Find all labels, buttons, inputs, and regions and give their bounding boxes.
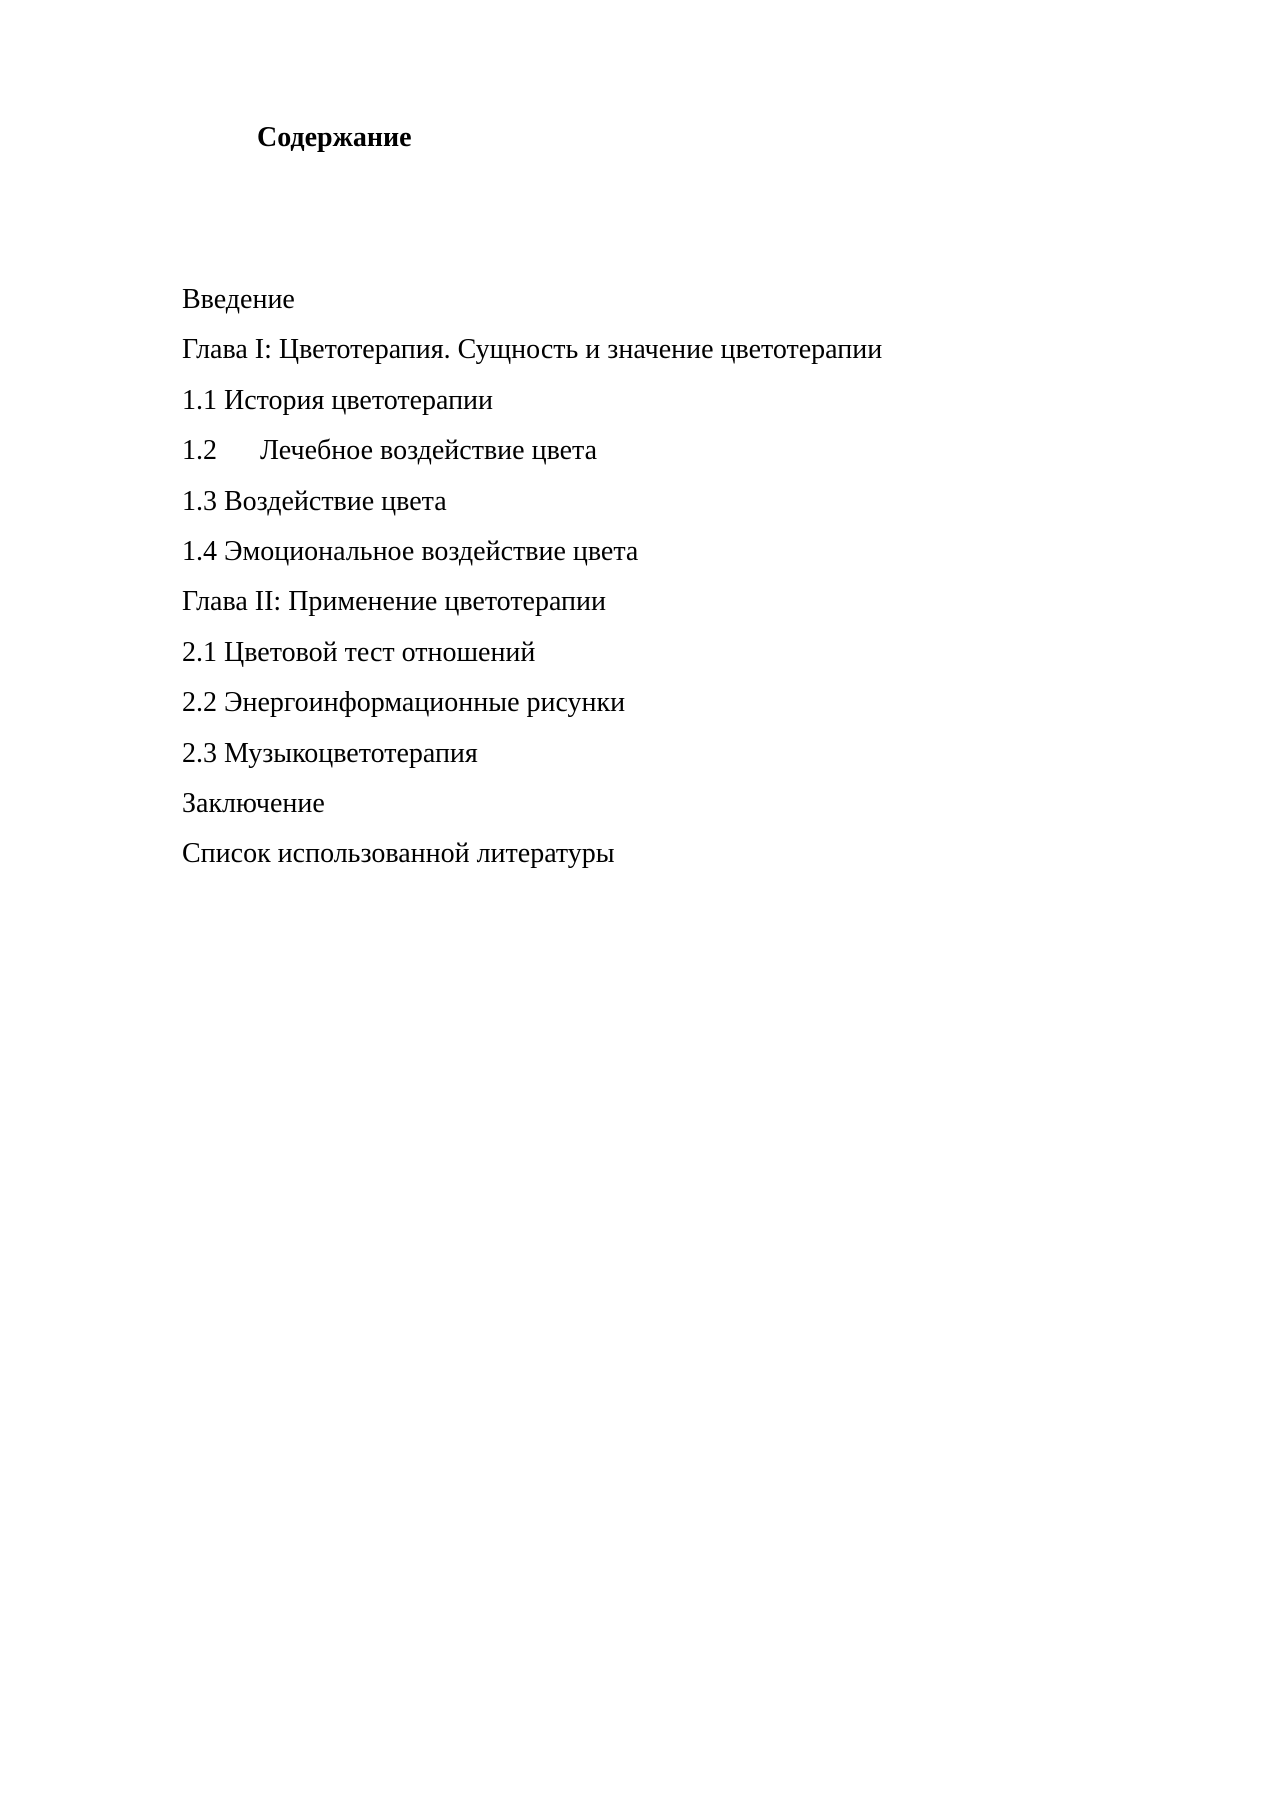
toc-item-1-2	[182, 426, 882, 476]
toc-item-bibliography	[182, 829, 882, 879]
toc-item-label: Список использованной литературы	[182, 838, 615, 870]
toc-item-label: Заключение	[182, 787, 325, 819]
toc-item-2-3	[182, 729, 882, 779]
toc-item-1-3	[182, 477, 882, 527]
toc-item-label: Глава II: Применение цветотерапии	[182, 586, 606, 618]
toc-item-chapter-2	[182, 577, 882, 627]
toc-item-label: 1.3 Воздействие цвета	[182, 485, 447, 517]
toc-item-label: 2.1 Цветовой тест отношений	[182, 636, 536, 668]
toc-item-chapter-1	[182, 325, 882, 375]
toc-item-conclusion	[182, 779, 882, 829]
table-of-contents	[182, 275, 882, 880]
toc-item-label: 1.1 История цветотерапии	[182, 384, 494, 416]
toc-item-introduction	[182, 275, 882, 325]
toc-item-2-2	[182, 678, 882, 728]
toc-item-label: Глава I: Цветотерапия. Сущность и значение цветотерапии	[182, 334, 883, 366]
toc-item-label: Лечебное воздействие цвета	[260, 435, 598, 467]
toc-item-label: Введение	[182, 284, 295, 315]
toc-item-label: 1.4 Эмоциональное воздействие цвета	[182, 535, 639, 567]
toc-item-label: 2.2 Энергоинформационные рисунки	[182, 687, 626, 719]
toc-item-1-1	[182, 376, 882, 426]
toc-item-label: 2.3 Музыкоцветотерапия	[182, 737, 478, 769]
toc-item-1-4	[182, 527, 882, 577]
toc-item-number: 1.2	[182, 435, 217, 467]
page-title: Содержание	[257, 122, 412, 153]
toc-item-2-1	[182, 628, 882, 678]
